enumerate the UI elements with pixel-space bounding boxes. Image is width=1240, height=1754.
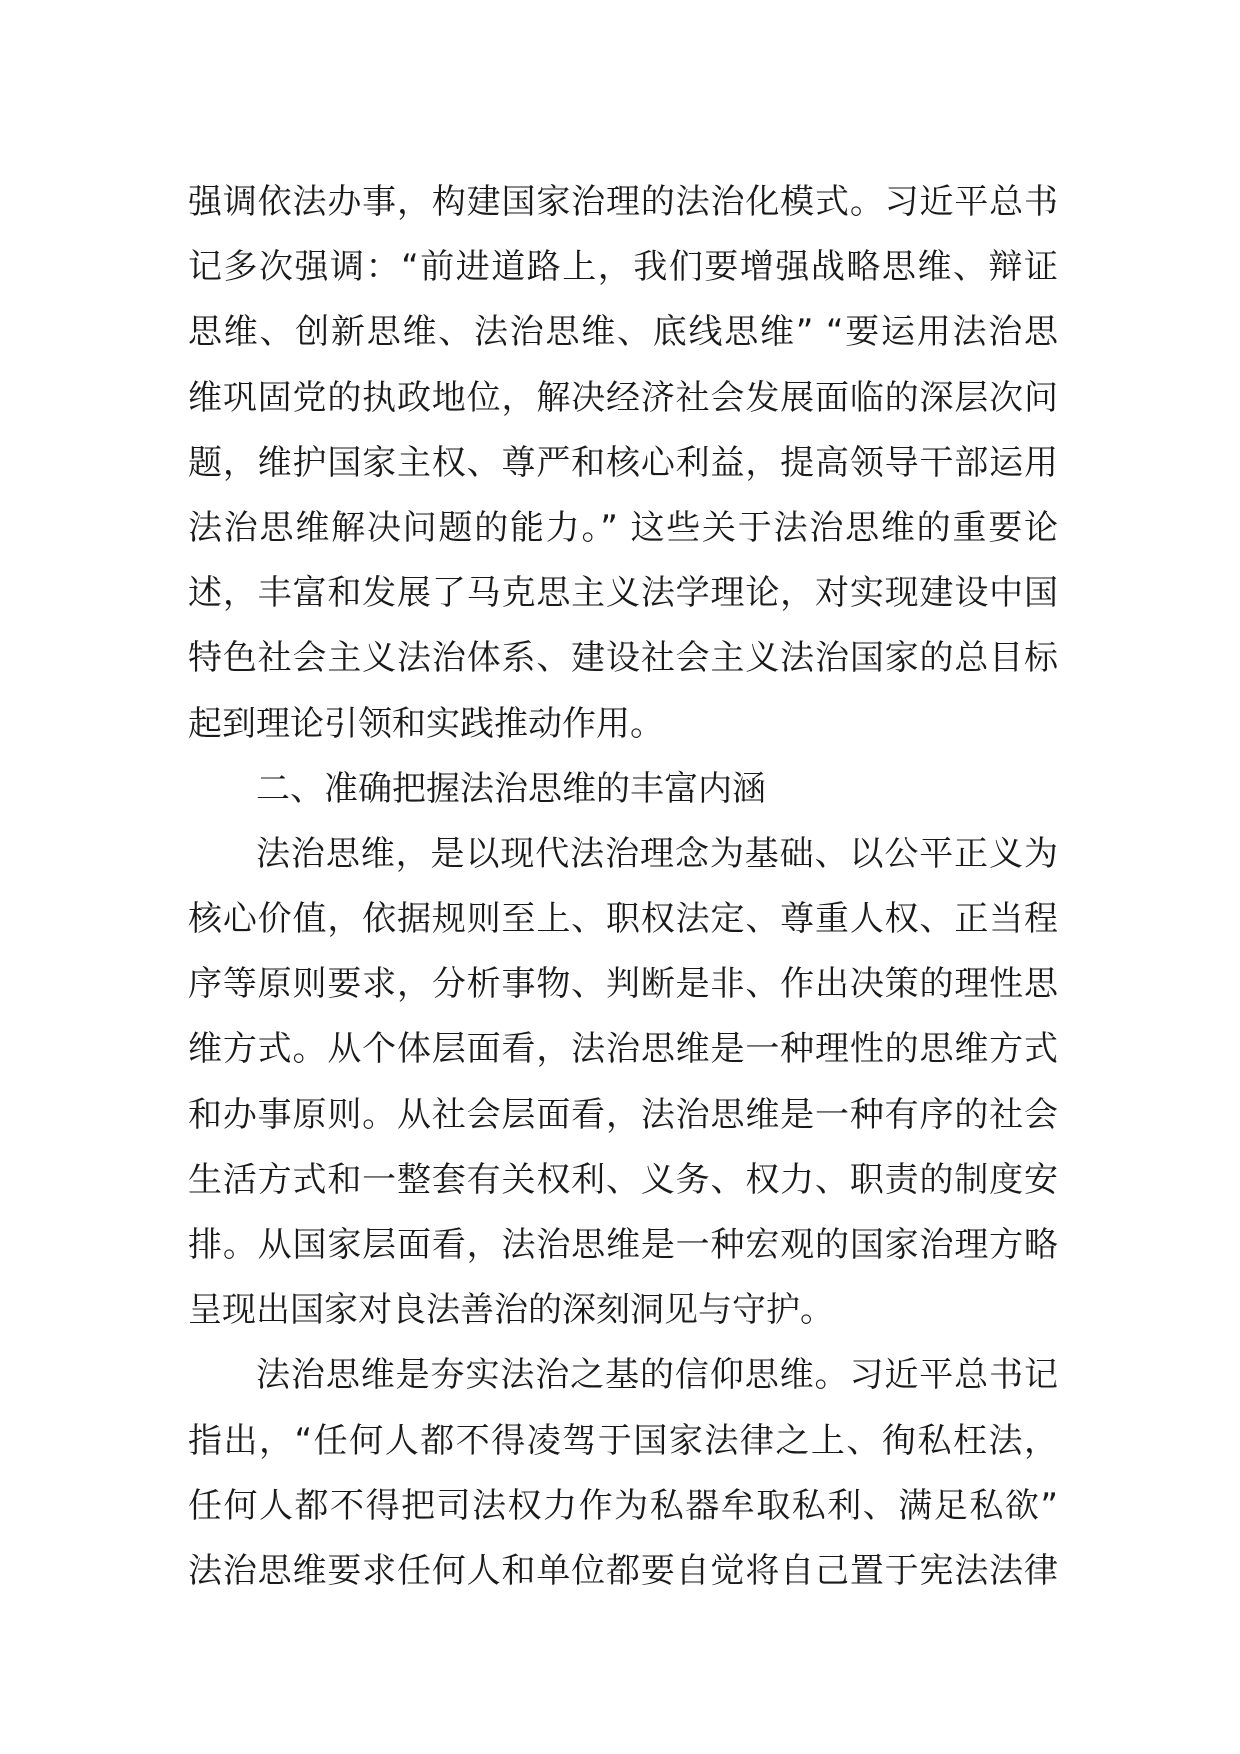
text-line: 起到理论引领和实践推动作用。 bbox=[188, 703, 664, 744]
body-text bbox=[188, 170, 1058, 1604]
text-line: 生活方式和一整套有关权利、义务、权力、职责的制度安 bbox=[188, 1159, 1058, 1200]
text-line: 和办事原则。从社会层面看，法治思维是一种有序的社会 bbox=[188, 1094, 1058, 1135]
text-line: 法治思维，是以现代法治理念为基础、以公平正义为 bbox=[256, 833, 1058, 874]
text-line: 法治思维解决问题的能力。” 这些关于法治思维的重要论 bbox=[188, 507, 1058, 548]
text-line: 呈现出国家对良法善治的深刻洞见与守护。 bbox=[188, 1290, 834, 1331]
text-line: 法治思维是夯实法治之基的信仰思维。习近平总书记 bbox=[256, 1355, 1058, 1396]
text-line: 排。从国家层面看，法治思维是一种宏观的国家治理方略 bbox=[188, 1225, 1058, 1265]
text-line: 核心价值，依据规则至上、职权法定、尊重人权、正当程 bbox=[188, 899, 1058, 940]
text-line: 题，维护国家主权、尊严和核心利益，提高领导干部运用 bbox=[188, 442, 1058, 483]
text-line: 特色社会主义法治体系、建设社会主义法治国家的总目标 bbox=[188, 638, 1058, 679]
text-line: 维方式。从个体层面看，法治思维是一种理性的思维方式 bbox=[188, 1029, 1058, 1070]
text-line: 记多次强调：“前进道路上，我们要增强战略思维、辩证 bbox=[188, 247, 1058, 288]
text-line: 任何人都不得把司法权力作为私器牟取私利、满足私欲” bbox=[188, 1485, 1058, 1526]
section-heading: 二、准确把握法治思维的丰富内涵 bbox=[256, 768, 766, 809]
text-line: 指出，“任何人都不得凌驾于国家法律之上、徇私枉法， bbox=[188, 1420, 1058, 1461]
text-line: 强调依法办事，构建国家治理的法治化模式。习近平总书 bbox=[188, 182, 1058, 222]
text-line: 维巩固党的执政地位，解决经济社会发展面临的深层次问 bbox=[188, 377, 1058, 418]
text-line: 述，丰富和发展了马克思主义法学理论，对实现建设中国 bbox=[188, 573, 1058, 614]
text-line: 法治思维要求任何人和单位都要自觉将自己置于宪法法律 bbox=[188, 1550, 1058, 1591]
text-line: 序等原则要求，分析事物、判断是非、作出决策的理性思 bbox=[188, 964, 1058, 1005]
text-line: 思维、创新思维、法治思维、底线思维” “要运用法治思 bbox=[188, 312, 1058, 353]
